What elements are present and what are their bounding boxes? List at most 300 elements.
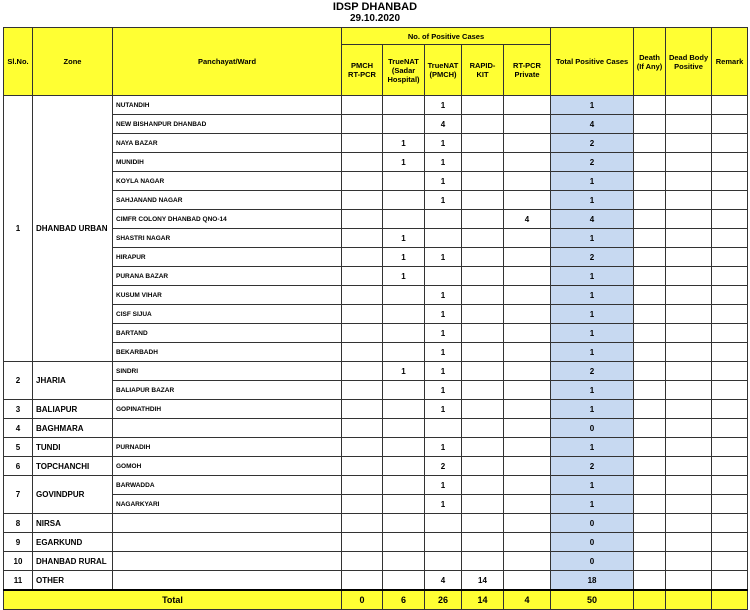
- sl-no-cell: 9: [4, 533, 33, 552]
- sl-no-cell: 6: [4, 457, 33, 476]
- death-cell: [634, 324, 666, 343]
- table-row: [4, 552, 748, 571]
- header-positive-cases-group: No. of Positive Cases: [342, 28, 551, 45]
- ward-cell: SHASTRI NAGAR: [113, 229, 342, 248]
- pmch-cell: [342, 96, 383, 115]
- header-pmch: PMCH RT-PCR: [342, 45, 383, 96]
- cases-table: [3, 27, 748, 610]
- pmch-cell: [342, 476, 383, 495]
- death-cell: [634, 343, 666, 362]
- total-cell: 2: [551, 153, 634, 172]
- deadbody-cell: [666, 134, 712, 153]
- rtpcr-private-cell: [504, 229, 551, 248]
- table-row: [4, 514, 748, 533]
- truenat-pmch-cell: 2: [425, 457, 462, 476]
- rtpcr-private-cell: [504, 153, 551, 172]
- total-row: [4, 590, 748, 610]
- pmch-cell: [342, 286, 383, 305]
- rapid-cell: [462, 115, 504, 134]
- death-cell: [634, 476, 666, 495]
- death-cell: [634, 495, 666, 514]
- rtpcr-private-cell: [504, 400, 551, 419]
- truenat-sadar-cell: [383, 324, 425, 343]
- truenat-sadar-cell: 1: [383, 134, 425, 153]
- death-cell: [634, 115, 666, 134]
- rapid-cell: [462, 533, 504, 552]
- rtpcr-private-cell: [504, 191, 551, 210]
- rtpcr-private-cell: [504, 571, 551, 591]
- rtpcr-private-cell: [504, 514, 551, 533]
- death-cell: [634, 571, 666, 591]
- truenat-sadar-cell: [383, 381, 425, 400]
- ward-cell: [113, 514, 342, 533]
- death-cell: [634, 134, 666, 153]
- deadbody-cell: [666, 533, 712, 552]
- rapid-cell: [462, 514, 504, 533]
- remark-cell: [712, 172, 748, 191]
- total-cell: 0: [551, 514, 634, 533]
- death-cell: [634, 552, 666, 571]
- pmch-cell: [342, 248, 383, 267]
- total-cell: 1: [551, 267, 634, 286]
- remark-cell: [712, 457, 748, 476]
- header-deadbody: Dead Body Positive: [666, 28, 712, 96]
- total-cell: 4: [551, 115, 634, 134]
- rapid-cell: [462, 476, 504, 495]
- total-truenat-pmch: 26: [425, 590, 462, 610]
- rtpcr-private-cell: [504, 286, 551, 305]
- remark-cell: [712, 115, 748, 134]
- total-cell: 1: [551, 400, 634, 419]
- rapid-cell: [462, 343, 504, 362]
- rtpcr-private-cell: [504, 552, 551, 571]
- pmch-cell: [342, 457, 383, 476]
- remark-cell: [712, 191, 748, 210]
- total-positive: 50: [551, 590, 634, 610]
- report-date: 29.10.2020: [349, 13, 401, 24]
- truenat-pmch-cell: 1: [425, 324, 462, 343]
- remark-cell: [712, 400, 748, 419]
- truenat-pmch-cell: 1: [425, 248, 462, 267]
- truenat-sadar-cell: 1: [383, 229, 425, 248]
- truenat-sadar-cell: 1: [383, 248, 425, 267]
- remark-cell: [712, 533, 748, 552]
- truenat-pmch-cell: [425, 514, 462, 533]
- table-row: [4, 400, 748, 419]
- total-cell: 1: [551, 381, 634, 400]
- pmch-cell: [342, 533, 383, 552]
- rapid-cell: [462, 153, 504, 172]
- table-row: [4, 286, 748, 305]
- death-cell: [634, 210, 666, 229]
- ward-cell: BALIAPUR BAZAR: [113, 381, 342, 400]
- table-row: [4, 267, 748, 286]
- death-cell: [634, 153, 666, 172]
- table-row: [4, 153, 748, 172]
- rtpcr-private-cell: [504, 134, 551, 153]
- rapid-cell: [462, 400, 504, 419]
- deadbody-cell: [666, 267, 712, 286]
- pmch-cell: [342, 305, 383, 324]
- truenat-sadar-cell: [383, 476, 425, 495]
- truenat-sadar-cell: [383, 552, 425, 571]
- rapid-cell: [462, 419, 504, 438]
- ward-cell: GOPINATHDIH: [113, 400, 342, 419]
- deadbody-cell: [666, 96, 712, 115]
- deadbody-cell: [666, 362, 712, 381]
- death-cell: [634, 305, 666, 324]
- death-cell: [634, 514, 666, 533]
- total-cell: 2: [551, 362, 634, 381]
- pmch-cell: [342, 229, 383, 248]
- deadbody-cell: [666, 571, 712, 591]
- zone-cell: JHARIA: [33, 362, 113, 400]
- death-cell: [634, 419, 666, 438]
- remark-cell: [712, 571, 748, 591]
- table-row: [4, 571, 748, 591]
- truenat-pmch-cell: 1: [425, 172, 462, 191]
- pmch-cell: [342, 495, 383, 514]
- pmch-cell: [342, 324, 383, 343]
- table-row: [4, 343, 748, 362]
- rapid-cell: [462, 210, 504, 229]
- ward-cell: KUSUM VIHAR: [113, 286, 342, 305]
- truenat-sadar-cell: 1: [383, 267, 425, 286]
- rtpcr-private-cell: 4: [504, 210, 551, 229]
- total-cell: 0: [551, 533, 634, 552]
- remark-cell: [712, 343, 748, 362]
- total-cell: 1: [551, 305, 634, 324]
- pmch-cell: [342, 153, 383, 172]
- table-row: [4, 134, 748, 153]
- table-row: [4, 438, 748, 457]
- deadbody-cell: [666, 457, 712, 476]
- sl-no-cell: 8: [4, 514, 33, 533]
- rapid-cell: [462, 229, 504, 248]
- total-cell: 4: [551, 210, 634, 229]
- total-cell: 1: [551, 286, 634, 305]
- truenat-pmch-cell: [425, 267, 462, 286]
- rapid-cell: [462, 191, 504, 210]
- rapid-cell: [462, 552, 504, 571]
- total-truenat-sadar: 6: [383, 590, 425, 610]
- deadbody-cell: [666, 248, 712, 267]
- death-cell: [634, 400, 666, 419]
- ward-cell: CIMFR COLONY DHANBAD QNO-14: [113, 210, 342, 229]
- truenat-pmch-cell: [425, 533, 462, 552]
- rapid-cell: 14: [462, 571, 504, 591]
- rapid-cell: [462, 172, 504, 191]
- deadbody-cell: [666, 191, 712, 210]
- truenat-pmch-cell: 4: [425, 115, 462, 134]
- header-remark: Remark: [712, 28, 748, 96]
- rapid-cell: [462, 305, 504, 324]
- pmch-cell: [342, 172, 383, 191]
- rtpcr-private-cell: [504, 248, 551, 267]
- remark-cell: [712, 552, 748, 571]
- rtpcr-private-cell: [504, 495, 551, 514]
- truenat-pmch-cell: 1: [425, 305, 462, 324]
- rtpcr-private-cell: [504, 476, 551, 495]
- rapid-cell: [462, 248, 504, 267]
- table-row: [4, 419, 748, 438]
- rtpcr-private-cell: [504, 381, 551, 400]
- rapid-cell: [462, 457, 504, 476]
- truenat-sadar-cell: [383, 419, 425, 438]
- pmch-cell: [342, 438, 383, 457]
- ward-cell: [113, 533, 342, 552]
- rtpcr-private-cell: [504, 172, 551, 191]
- sl-no-cell: 2: [4, 362, 33, 400]
- rtpcr-private-cell: [504, 96, 551, 115]
- truenat-pmch-cell: [425, 552, 462, 571]
- total-cell: 0: [551, 552, 634, 571]
- truenat-sadar-cell: [383, 400, 425, 419]
- pmch-cell: [342, 191, 383, 210]
- table-row: [4, 172, 748, 191]
- total-cell: 1: [551, 495, 634, 514]
- remark-cell: [712, 153, 748, 172]
- table-body: [4, 96, 748, 591]
- truenat-sadar-cell: [383, 305, 425, 324]
- ward-cell: BEKARBADH: [113, 343, 342, 362]
- deadbody-cell: [666, 324, 712, 343]
- deadbody-cell: [666, 476, 712, 495]
- remark-cell: [712, 286, 748, 305]
- total-cell: 1: [551, 324, 634, 343]
- sl-no-cell: 5: [4, 438, 33, 457]
- table-row: [4, 191, 748, 210]
- total-cell: 1: [551, 172, 634, 191]
- rtpcr-private-cell: [504, 438, 551, 457]
- rtpcr-private-cell: [504, 324, 551, 343]
- deadbody-cell: [666, 419, 712, 438]
- pmch-cell: [342, 267, 383, 286]
- table-row: [4, 305, 748, 324]
- death-cell: [634, 362, 666, 381]
- rapid-cell: [462, 381, 504, 400]
- table-row: [4, 229, 748, 248]
- truenat-sadar-cell: [383, 210, 425, 229]
- zone-cell: EGARKUND: [33, 533, 113, 552]
- remark-cell: [712, 362, 748, 381]
- rtpcr-private-cell: [504, 115, 551, 134]
- deadbody-cell: [666, 495, 712, 514]
- table-row: [4, 495, 748, 514]
- truenat-sadar-cell: [383, 533, 425, 552]
- truenat-pmch-cell: 1: [425, 438, 462, 457]
- ward-cell: HIRAPUR: [113, 248, 342, 267]
- total-cell: 1: [551, 476, 634, 495]
- sl-no-cell: 10: [4, 552, 33, 571]
- header-truenat-sadar: TrueNAT (Sadar Hospital): [383, 45, 425, 96]
- ward-cell: PURNADIH: [113, 438, 342, 457]
- deadbody-cell: [666, 438, 712, 457]
- remark-cell: [712, 419, 748, 438]
- table-row: [4, 476, 748, 495]
- truenat-pmch-cell: 1: [425, 400, 462, 419]
- ward-cell: NAYA BAZAR: [113, 134, 342, 153]
- sl-no-cell: 3: [4, 400, 33, 419]
- rapid-cell: [462, 96, 504, 115]
- truenat-pmch-cell: [425, 229, 462, 248]
- ward-cell: NAGARKYARI: [113, 495, 342, 514]
- death-cell: [634, 286, 666, 305]
- total-cell: 2: [551, 457, 634, 476]
- rapid-cell: [462, 438, 504, 457]
- death-cell: [634, 191, 666, 210]
- total-cell: 2: [551, 248, 634, 267]
- header-rtpcr-private: RT-PCR Private: [504, 45, 551, 96]
- truenat-pmch-cell: 1: [425, 381, 462, 400]
- pmch-cell: [342, 552, 383, 571]
- truenat-sadar-cell: 1: [383, 153, 425, 172]
- pmch-cell: [342, 571, 383, 591]
- ward-cell: SAHJANAND NAGAR: [113, 191, 342, 210]
- deadbody-cell: [666, 210, 712, 229]
- ward-cell: NUTANDIH: [113, 96, 342, 115]
- death-cell: [634, 267, 666, 286]
- rtpcr-private-cell: [504, 267, 551, 286]
- rapid-cell: [462, 324, 504, 343]
- rtpcr-private-cell: [504, 419, 551, 438]
- truenat-pmch-cell: 1: [425, 362, 462, 381]
- total-cell: 18: [551, 571, 634, 591]
- remark-cell: [712, 381, 748, 400]
- table-row: [4, 248, 748, 267]
- total-death: [634, 590, 666, 610]
- pmch-cell: [342, 400, 383, 419]
- death-cell: [634, 438, 666, 457]
- remark-cell: [712, 514, 748, 533]
- remark-cell: [712, 134, 748, 153]
- remark-cell: [712, 96, 748, 115]
- pmch-cell: [342, 419, 383, 438]
- table-row: [4, 362, 748, 381]
- truenat-sadar-cell: [383, 286, 425, 305]
- rapid-cell: [462, 134, 504, 153]
- ward-cell: SINDRI: [113, 362, 342, 381]
- truenat-sadar-cell: [383, 343, 425, 362]
- pmch-cell: [342, 362, 383, 381]
- remark-cell: [712, 476, 748, 495]
- rapid-cell: [462, 362, 504, 381]
- truenat-sadar-cell: [383, 115, 425, 134]
- table-row: [4, 210, 748, 229]
- total-cell: 1: [551, 229, 634, 248]
- remark-cell: [712, 324, 748, 343]
- ward-cell: NEW BISHANPUR DHANBAD: [113, 115, 342, 134]
- death-cell: [634, 96, 666, 115]
- zone-cell: DHANBAD URBAN: [33, 96, 113, 362]
- remark-cell: [712, 267, 748, 286]
- table-row: [4, 96, 748, 115]
- total-remark: [712, 590, 748, 610]
- sl-no-cell: 4: [4, 419, 33, 438]
- truenat-sadar-cell: [383, 172, 425, 191]
- deadbody-cell: [666, 381, 712, 400]
- pmch-cell: [342, 115, 383, 134]
- deadbody-cell: [666, 229, 712, 248]
- deadbody-cell: [666, 172, 712, 191]
- death-cell: [634, 248, 666, 267]
- zone-cell: NIRSA: [33, 514, 113, 533]
- zone-cell: BAGHMARA: [33, 419, 113, 438]
- zone-cell: TUNDI: [33, 438, 113, 457]
- header-ward: Panchayat/Ward: [113, 28, 342, 96]
- ward-cell: CISF SIJUA: [113, 305, 342, 324]
- rtpcr-private-cell: [504, 362, 551, 381]
- deadbody-cell: [666, 305, 712, 324]
- table-row: [4, 533, 748, 552]
- header-rapid: RAPID- KIT: [462, 45, 504, 96]
- total-cell: 2: [551, 134, 634, 153]
- truenat-sadar-cell: [383, 571, 425, 591]
- truenat-sadar-cell: [383, 191, 425, 210]
- pmch-cell: [342, 514, 383, 533]
- remark-cell: [712, 438, 748, 457]
- header-death: Death (If Any): [634, 28, 666, 96]
- deadbody-cell: [666, 153, 712, 172]
- table-row: [4, 115, 748, 134]
- truenat-pmch-cell: 1: [425, 134, 462, 153]
- deadbody-cell: [666, 552, 712, 571]
- ward-cell: [113, 571, 342, 591]
- remark-cell: [712, 305, 748, 324]
- zone-cell: OTHER: [33, 571, 113, 591]
- ward-cell: BARWADDA: [113, 476, 342, 495]
- deadbody-cell: [666, 286, 712, 305]
- truenat-sadar-cell: [383, 514, 425, 533]
- death-cell: [634, 381, 666, 400]
- rtpcr-private-cell: [504, 343, 551, 362]
- total-cell: 0: [551, 419, 634, 438]
- ward-cell: PURANA BAZAR: [113, 267, 342, 286]
- total-cell: 1: [551, 191, 634, 210]
- remark-cell: [712, 210, 748, 229]
- truenat-pmch-cell: 1: [425, 153, 462, 172]
- remark-cell: [712, 495, 748, 514]
- header-zone: Zone: [33, 28, 113, 96]
- deadbody-cell: [666, 514, 712, 533]
- ward-cell: [113, 419, 342, 438]
- ward-cell: BARTAND: [113, 324, 342, 343]
- total-cell: 1: [551, 343, 634, 362]
- rtpcr-private-cell: [504, 533, 551, 552]
- truenat-sadar-cell: [383, 438, 425, 457]
- report-title: IDSP DHANBAD: [332, 1, 418, 13]
- ward-cell: KOYLA NAGAR: [113, 172, 342, 191]
- total-rtpcr-private: 4: [504, 590, 551, 610]
- truenat-pmch-cell: 1: [425, 191, 462, 210]
- ward-cell: GOMOH: [113, 457, 342, 476]
- truenat-pmch-cell: 1: [425, 476, 462, 495]
- sl-no-cell: 7: [4, 476, 33, 514]
- deadbody-cell: [666, 400, 712, 419]
- truenat-pmch-cell: 1: [425, 495, 462, 514]
- remark-cell: [712, 229, 748, 248]
- pmch-cell: [342, 134, 383, 153]
- truenat-sadar-cell: [383, 96, 425, 115]
- rapid-cell: [462, 267, 504, 286]
- deadbody-cell: [666, 343, 712, 362]
- pmch-cell: [342, 381, 383, 400]
- sl-no-cell: 11: [4, 571, 33, 591]
- truenat-pmch-cell: 1: [425, 96, 462, 115]
- header-truenat-pmch: TrueNAT (PMCH): [425, 45, 462, 96]
- zone-cell: BALIAPUR: [33, 400, 113, 419]
- truenat-pmch-cell: [425, 419, 462, 438]
